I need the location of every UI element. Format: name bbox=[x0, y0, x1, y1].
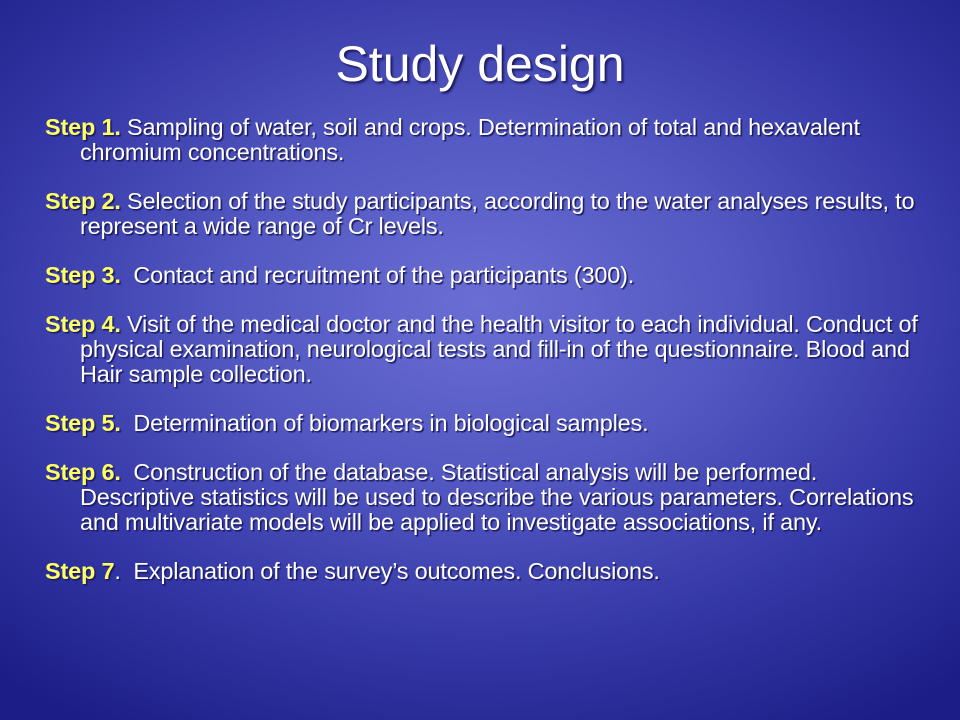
step-text: Determination of biomarkers in biological samples. bbox=[133, 410, 649, 436]
step-text: Explanation of the survey’s outcomes. Conclusions. bbox=[133, 558, 660, 584]
step-label: Step 3. bbox=[45, 262, 121, 288]
step-6 bbox=[45, 460, 925, 535]
step-text: Visit of the medical doctor and the health visitor to each individual. Conduct of physical examination, neurological tests and fill-in of the questionnaire. Blood and Hair sample collection. bbox=[80, 311, 918, 387]
step-text: Contact and recruitment of the participants (300). bbox=[133, 262, 635, 288]
step-separator bbox=[121, 459, 134, 485]
step-4 bbox=[45, 312, 925, 387]
slide-title: Study design bbox=[335, 36, 625, 92]
step-label: Step 2. bbox=[45, 188, 121, 214]
step-5 bbox=[45, 411, 925, 436]
step-separator: . bbox=[114, 558, 134, 584]
step-label: Step 6. bbox=[45, 459, 121, 485]
step-1 bbox=[45, 115, 925, 165]
step-label: Step 5. bbox=[45, 410, 121, 436]
step-text: Construction of the database. Statistical analysis will be performed. Descriptive statistics will be used to describe the various parameters. Correlations and multivariate models will be applied to investigate associations, if any. bbox=[80, 459, 914, 535]
step-label: Step 4. bbox=[45, 311, 121, 337]
step-text: Selection of the study participants, according to the water analyses results, to represent a wide range of Cr levels. bbox=[80, 188, 915, 239]
step-label: Step 7 bbox=[45, 558, 115, 584]
step-7 bbox=[45, 559, 925, 584]
step-2 bbox=[45, 189, 925, 239]
step-label: Step 1. bbox=[45, 114, 121, 140]
step-separator bbox=[121, 410, 134, 436]
step-separator bbox=[121, 262, 134, 288]
step-text: Sampling of water, soil and crops. Determination of total and hexavalent chromium concentrations. bbox=[80, 114, 860, 165]
step-3 bbox=[45, 263, 925, 288]
steps-list bbox=[45, 115, 925, 584]
